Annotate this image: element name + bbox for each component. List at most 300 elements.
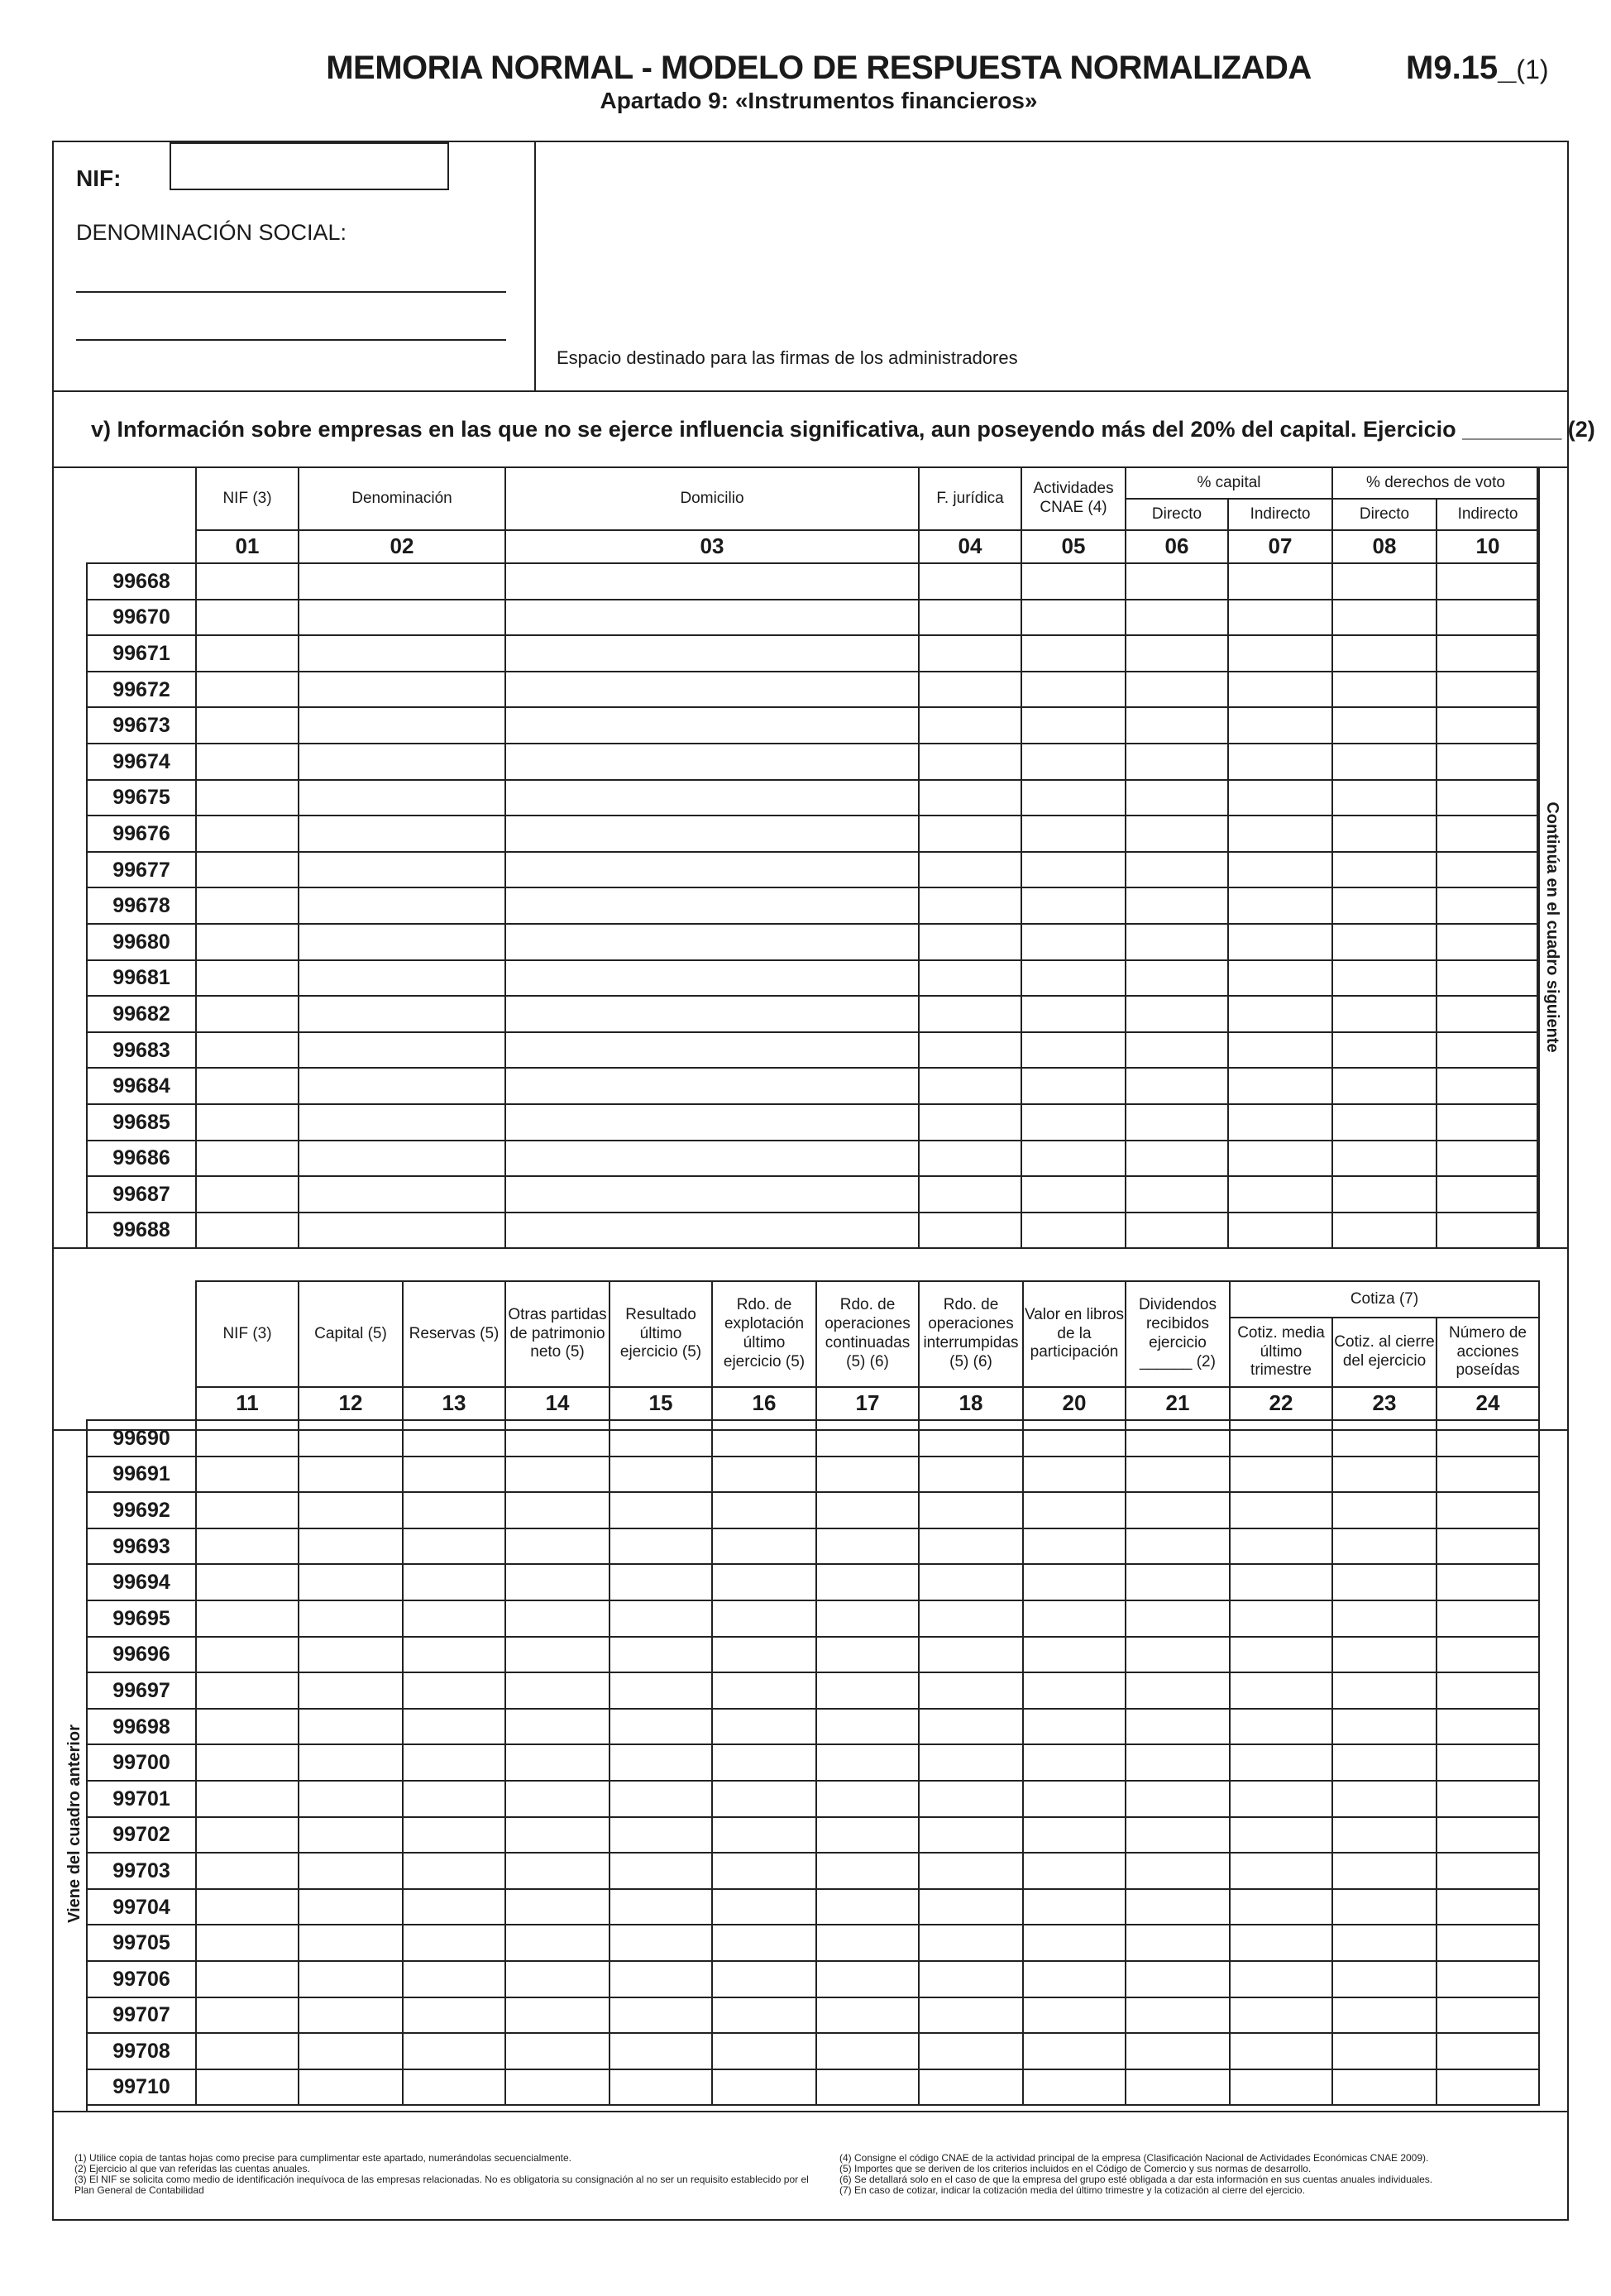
input-cell[interactable]	[1021, 635, 1126, 672]
input-cell[interactable]	[505, 816, 919, 852]
input-cell[interactable]	[1126, 1176, 1228, 1213]
input-cell[interactable]	[196, 780, 299, 816]
input-cell[interactable]	[505, 1997, 610, 2034]
input-cell[interactable]	[1126, 1744, 1230, 1781]
input-cell[interactable]	[1332, 1925, 1437, 1961]
input-cell[interactable]	[505, 1176, 919, 1213]
input-cell[interactable]	[712, 1781, 816, 1817]
input-cell[interactable]	[403, 1781, 505, 1817]
input-cell[interactable]	[403, 1961, 505, 1997]
input-cell[interactable]	[1332, 1457, 1437, 1493]
input-cell[interactable]	[1023, 1817, 1126, 1854]
input-cell[interactable]	[1126, 1104, 1228, 1141]
input-cell[interactable]	[1126, 744, 1228, 780]
input-cell[interactable]	[196, 1600, 299, 1637]
input-cell[interactable]	[610, 1672, 712, 1709]
input-cell[interactable]	[1023, 1781, 1126, 1817]
input-cell[interactable]	[712, 2069, 816, 2106]
input-cell[interactable]	[505, 1600, 610, 1637]
input-cell[interactable]	[712, 1997, 816, 2034]
input-cell[interactable]	[1023, 1457, 1126, 1493]
input-cell[interactable]	[1228, 887, 1332, 924]
input-cell[interactable]	[1437, 1672, 1539, 1709]
input-cell[interactable]	[196, 1420, 299, 1457]
input-cell[interactable]	[505, 1213, 919, 1249]
input-cell[interactable]	[816, 1889, 919, 1925]
input-cell[interactable]	[1332, 852, 1437, 888]
input-cell[interactable]	[1437, 1104, 1539, 1141]
input-cell[interactable]	[1228, 672, 1332, 708]
input-cell[interactable]	[1021, 563, 1126, 600]
input-cell[interactable]	[403, 1600, 505, 1637]
input-cell[interactable]	[919, 852, 1021, 888]
input-cell[interactable]	[1332, 1709, 1437, 1745]
input-cell[interactable]	[610, 1528, 712, 1565]
input-cell[interactable]	[505, 1744, 610, 1781]
input-cell[interactable]	[1437, 635, 1539, 672]
input-cell[interactable]	[816, 2069, 919, 2106]
input-cell[interactable]	[1126, 1853, 1230, 1889]
input-cell[interactable]	[712, 1709, 816, 1745]
input-cell[interactable]	[610, 1853, 712, 1889]
input-cell[interactable]	[1021, 996, 1126, 1032]
input-cell[interactable]	[1126, 852, 1228, 888]
input-cell[interactable]	[919, 1104, 1021, 1141]
input-cell[interactable]	[1021, 1104, 1126, 1141]
input-cell[interactable]	[1126, 1637, 1230, 1673]
input-cell[interactable]	[299, 924, 505, 960]
input-cell[interactable]	[1023, 1925, 1126, 1961]
input-cell[interactable]	[610, 1781, 712, 1817]
input-cell[interactable]	[919, 1997, 1023, 2034]
input-cell[interactable]	[1437, 960, 1539, 997]
input-cell[interactable]	[919, 1492, 1023, 1528]
input-cell[interactable]	[919, 1637, 1023, 1673]
input-cell[interactable]	[196, 672, 299, 708]
input-cell[interactable]	[299, 1709, 403, 1745]
input-cell[interactable]	[403, 2033, 505, 2069]
input-cell[interactable]	[1126, 1817, 1230, 1854]
input-cell[interactable]	[299, 1104, 505, 1141]
input-cell[interactable]	[816, 1709, 919, 1745]
input-cell[interactable]	[196, 1528, 299, 1565]
input-cell[interactable]	[505, 1564, 610, 1600]
input-cell[interactable]	[1230, 1781, 1332, 1817]
input-cell[interactable]	[299, 707, 505, 744]
input-cell[interactable]	[919, 1672, 1023, 1709]
input-cell[interactable]	[1437, 1781, 1539, 1817]
input-cell[interactable]	[816, 1817, 919, 1854]
input-cell[interactable]	[505, 960, 919, 997]
input-cell[interactable]	[196, 1068, 299, 1104]
input-cell[interactable]	[1126, 1032, 1228, 1069]
input-cell[interactable]	[712, 1853, 816, 1889]
input-cell[interactable]	[712, 2033, 816, 2069]
input-cell[interactable]	[1437, 1709, 1539, 1745]
input-cell[interactable]	[1023, 2069, 1126, 2106]
input-cell[interactable]	[1332, 1141, 1437, 1177]
input-cell[interactable]	[1332, 1997, 1437, 2034]
input-cell[interactable]	[196, 1104, 299, 1141]
input-cell[interactable]	[505, 1781, 610, 1817]
input-cell[interactable]	[1437, 1925, 1539, 1961]
input-cell[interactable]	[816, 1853, 919, 1889]
input-cell[interactable]	[196, 1889, 299, 1925]
input-cell[interactable]	[1126, 1709, 1230, 1745]
input-cell[interactable]	[1126, 600, 1228, 636]
input-cell[interactable]	[1437, 1528, 1539, 1565]
input-cell[interactable]	[919, 707, 1021, 744]
input-cell[interactable]	[1332, 2033, 1437, 2069]
input-cell[interactable]	[919, 672, 1021, 708]
input-cell[interactable]	[299, 672, 505, 708]
input-cell[interactable]	[919, 1141, 1021, 1177]
input-cell[interactable]	[1332, 1213, 1437, 1249]
input-cell[interactable]	[610, 1637, 712, 1673]
input-cell[interactable]	[816, 1781, 919, 1817]
input-cell[interactable]	[1437, 1889, 1539, 1925]
input-cell[interactable]	[1023, 1709, 1126, 1745]
input-cell[interactable]	[919, 1600, 1023, 1637]
input-cell[interactable]	[1437, 1961, 1539, 1997]
input-cell[interactable]	[505, 744, 919, 780]
input-cell[interactable]	[919, 1564, 1023, 1600]
input-cell[interactable]	[1437, 996, 1539, 1032]
input-cell[interactable]	[919, 1068, 1021, 1104]
input-cell[interactable]	[816, 1492, 919, 1528]
input-cell[interactable]	[919, 2069, 1023, 2106]
input-cell[interactable]	[1437, 852, 1539, 888]
input-cell[interactable]	[1332, 563, 1437, 600]
input-cell[interactable]	[299, 1781, 403, 1817]
input-cell[interactable]	[1126, 1068, 1228, 1104]
input-cell[interactable]	[1332, 1068, 1437, 1104]
input-cell[interactable]	[1230, 1817, 1332, 1854]
input-cell[interactable]	[1228, 1213, 1332, 1249]
input-cell[interactable]	[1437, 1141, 1539, 1177]
input-cell[interactable]	[299, 1600, 403, 1637]
input-cell[interactable]	[1230, 1853, 1332, 1889]
input-cell[interactable]	[1437, 1853, 1539, 1889]
input-cell[interactable]	[1230, 1564, 1332, 1600]
input-cell[interactable]	[816, 1925, 919, 1961]
input-cell[interactable]	[505, 1637, 610, 1673]
input-cell[interactable]	[196, 707, 299, 744]
input-cell[interactable]	[505, 2033, 610, 2069]
input-cell[interactable]	[196, 1997, 299, 2034]
input-cell[interactable]	[919, 635, 1021, 672]
input-cell[interactable]	[919, 887, 1021, 924]
input-cell[interactable]	[1437, 924, 1539, 960]
input-cell[interactable]	[196, 1637, 299, 1673]
input-cell[interactable]	[1228, 816, 1332, 852]
input-cell[interactable]	[610, 2033, 712, 2069]
input-cell[interactable]	[403, 1889, 505, 1925]
input-cell[interactable]	[919, 1457, 1023, 1493]
input-cell[interactable]	[1126, 1997, 1230, 2034]
input-cell[interactable]	[816, 1420, 919, 1457]
input-cell[interactable]	[403, 1637, 505, 1673]
input-cell[interactable]	[1437, 1600, 1539, 1637]
input-cell[interactable]	[1126, 996, 1228, 1032]
input-cell[interactable]	[610, 1420, 712, 1457]
input-cell[interactable]	[505, 1141, 919, 1177]
input-cell[interactable]	[712, 1528, 816, 1565]
input-cell[interactable]	[1332, 1961, 1437, 1997]
input-cell[interactable]	[1230, 2069, 1332, 2106]
input-cell[interactable]	[1023, 1853, 1126, 1889]
input-cell[interactable]	[299, 1889, 403, 1925]
input-cell[interactable]	[919, 1420, 1023, 1457]
input-cell[interactable]	[196, 1961, 299, 1997]
input-cell[interactable]	[299, 1672, 403, 1709]
input-cell[interactable]	[299, 1457, 403, 1493]
input-cell[interactable]	[299, 1528, 403, 1565]
input-cell[interactable]	[712, 1961, 816, 1997]
input-cell[interactable]	[505, 1709, 610, 1745]
input-cell[interactable]	[1437, 1420, 1539, 1457]
input-cell[interactable]	[1437, 600, 1539, 636]
input-cell[interactable]	[1023, 2033, 1126, 2069]
input-cell[interactable]	[712, 1564, 816, 1600]
input-cell[interactable]	[1228, 600, 1332, 636]
input-cell[interactable]	[1021, 672, 1126, 708]
input-cell[interactable]	[1023, 1600, 1126, 1637]
input-cell[interactable]	[505, 887, 919, 924]
input-cell[interactable]	[919, 1853, 1023, 1889]
input-cell[interactable]	[712, 1600, 816, 1637]
input-cell[interactable]	[299, 816, 505, 852]
input-cell[interactable]	[610, 1925, 712, 1961]
input-cell[interactable]	[1021, 744, 1126, 780]
input-cell[interactable]	[299, 1637, 403, 1673]
input-cell[interactable]	[196, 996, 299, 1032]
input-cell[interactable]	[299, 600, 505, 636]
input-cell[interactable]	[816, 2033, 919, 2069]
input-cell[interactable]	[196, 2069, 299, 2106]
input-cell[interactable]	[1023, 1889, 1126, 1925]
input-cell[interactable]	[505, 1420, 610, 1457]
input-cell[interactable]	[1126, 563, 1228, 600]
input-cell[interactable]	[505, 852, 919, 888]
input-cell[interactable]	[196, 635, 299, 672]
input-cell[interactable]	[1021, 1213, 1126, 1249]
input-cell[interactable]	[1230, 1997, 1332, 2034]
input-cell[interactable]	[1023, 1492, 1126, 1528]
input-cell[interactable]	[712, 1457, 816, 1493]
input-cell[interactable]	[919, 1889, 1023, 1925]
input-cell[interactable]	[196, 744, 299, 780]
input-cell[interactable]	[1230, 1420, 1332, 1457]
input-cell[interactable]	[1437, 672, 1539, 708]
input-cell[interactable]	[1126, 2069, 1230, 2106]
input-cell[interactable]	[196, 960, 299, 997]
input-cell[interactable]	[1437, 1032, 1539, 1069]
input-cell[interactable]	[196, 1213, 299, 1249]
input-cell[interactable]	[403, 1853, 505, 1889]
input-cell[interactable]	[712, 1889, 816, 1925]
input-cell[interactable]	[1126, 672, 1228, 708]
input-cell[interactable]	[1021, 600, 1126, 636]
input-cell[interactable]	[299, 960, 505, 997]
input-cell[interactable]	[299, 852, 505, 888]
input-cell[interactable]	[610, 1709, 712, 1745]
input-cell[interactable]	[299, 1961, 403, 1997]
input-cell[interactable]	[919, 1709, 1023, 1745]
input-cell[interactable]	[299, 1032, 505, 1069]
input-cell[interactable]	[1332, 1853, 1437, 1889]
input-cell[interactable]	[1437, 707, 1539, 744]
input-cell[interactable]	[196, 1176, 299, 1213]
input-cell[interactable]	[1332, 816, 1437, 852]
input-cell[interactable]	[505, 563, 919, 600]
input-cell[interactable]	[196, 887, 299, 924]
input-cell[interactable]	[1230, 1709, 1332, 1745]
input-cell[interactable]	[1332, 960, 1437, 997]
input-cell[interactable]	[1332, 924, 1437, 960]
input-cell[interactable]	[1126, 1492, 1230, 1528]
input-cell[interactable]	[1437, 1457, 1539, 1493]
input-cell[interactable]	[505, 1528, 610, 1565]
input-cell[interactable]	[1230, 1672, 1332, 1709]
input-cell[interactable]	[403, 1925, 505, 1961]
input-cell[interactable]	[1437, 887, 1539, 924]
input-cell[interactable]	[505, 780, 919, 816]
input-cell[interactable]	[1332, 1176, 1437, 1213]
input-cell[interactable]	[1332, 1104, 1437, 1141]
input-cell[interactable]	[919, 924, 1021, 960]
input-cell[interactable]	[1437, 563, 1539, 600]
input-cell[interactable]	[919, 1744, 1023, 1781]
input-cell[interactable]	[1023, 1997, 1126, 2034]
input-cell[interactable]	[1230, 1925, 1332, 1961]
input-cell[interactable]	[1332, 1889, 1437, 1925]
input-cell[interactable]	[403, 1420, 505, 1457]
input-cell[interactable]	[403, 1709, 505, 1745]
input-cell[interactable]	[1437, 1564, 1539, 1600]
input-cell[interactable]	[919, 2033, 1023, 2069]
input-cell[interactable]	[1332, 744, 1437, 780]
input-cell[interactable]	[712, 1744, 816, 1781]
input-cell[interactable]	[1126, 960, 1228, 997]
input-cell[interactable]	[919, 1213, 1021, 1249]
input-cell[interactable]	[505, 996, 919, 1032]
input-cell[interactable]	[1228, 960, 1332, 997]
input-cell[interactable]	[299, 744, 505, 780]
input-cell[interactable]	[816, 1457, 919, 1493]
input-cell[interactable]	[919, 1961, 1023, 1997]
input-cell[interactable]	[1437, 1213, 1539, 1249]
input-cell[interactable]	[1228, 1068, 1332, 1104]
input-cell[interactable]	[299, 887, 505, 924]
input-cell[interactable]	[1126, 1672, 1230, 1709]
input-cell[interactable]	[610, 2069, 712, 2106]
input-cell[interactable]	[1126, 1889, 1230, 1925]
input-cell[interactable]	[1021, 1032, 1126, 1069]
input-cell[interactable]	[505, 1068, 919, 1104]
input-cell[interactable]	[1332, 1564, 1437, 1600]
input-cell[interactable]	[299, 1744, 403, 1781]
input-cell[interactable]	[1228, 1104, 1332, 1141]
input-cell[interactable]	[1437, 2069, 1539, 2106]
input-cell[interactable]	[919, 816, 1021, 852]
input-cell[interactable]	[505, 1032, 919, 1069]
input-cell[interactable]	[1230, 1744, 1332, 1781]
input-cell[interactable]	[1332, 1528, 1437, 1565]
input-cell[interactable]	[505, 1961, 610, 1997]
input-cell[interactable]	[1437, 744, 1539, 780]
input-cell[interactable]	[1228, 635, 1332, 672]
input-cell[interactable]	[505, 1492, 610, 1528]
input-cell[interactable]	[610, 1600, 712, 1637]
input-cell[interactable]	[1023, 1564, 1126, 1600]
input-cell[interactable]	[505, 672, 919, 708]
input-cell[interactable]	[1230, 1600, 1332, 1637]
input-cell[interactable]	[1126, 1600, 1230, 1637]
input-cell[interactable]	[1228, 780, 1332, 816]
input-cell[interactable]	[1230, 1528, 1332, 1565]
input-cell[interactable]	[1230, 1457, 1332, 1493]
input-cell[interactable]	[196, 1817, 299, 1854]
input-cell[interactable]	[403, 1457, 505, 1493]
input-cell[interactable]	[505, 1889, 610, 1925]
input-cell[interactable]	[299, 780, 505, 816]
input-cell[interactable]	[1228, 707, 1332, 744]
input-cell[interactable]	[919, 960, 1021, 997]
input-cell[interactable]	[1126, 707, 1228, 744]
input-cell[interactable]	[1228, 924, 1332, 960]
input-cell[interactable]	[712, 1925, 816, 1961]
input-cell[interactable]	[816, 1564, 919, 1600]
input-cell[interactable]	[1126, 2033, 1230, 2069]
input-cell[interactable]	[919, 600, 1021, 636]
input-cell[interactable]	[1332, 2069, 1437, 2106]
input-cell[interactable]	[1437, 816, 1539, 852]
input-cell[interactable]	[299, 1176, 505, 1213]
input-cell[interactable]	[919, 780, 1021, 816]
input-cell[interactable]	[919, 1176, 1021, 1213]
input-cell[interactable]	[1021, 1068, 1126, 1104]
input-cell[interactable]	[1126, 924, 1228, 960]
input-cell[interactable]	[919, 1817, 1023, 1854]
input-cell[interactable]	[1230, 1961, 1332, 1997]
input-cell[interactable]	[1230, 1637, 1332, 1673]
input-cell[interactable]	[1332, 1600, 1437, 1637]
input-cell[interactable]	[299, 1420, 403, 1457]
input-cell[interactable]	[1332, 600, 1437, 636]
input-cell[interactable]	[919, 1528, 1023, 1565]
input-cell[interactable]	[1023, 1637, 1126, 1673]
input-cell[interactable]	[919, 1032, 1021, 1069]
input-cell[interactable]	[299, 563, 505, 600]
input-cell[interactable]	[1126, 816, 1228, 852]
input-cell[interactable]	[816, 1961, 919, 1997]
input-cell[interactable]	[505, 1457, 610, 1493]
input-cell[interactable]	[505, 2069, 610, 2106]
input-cell[interactable]	[1437, 1068, 1539, 1104]
input-cell[interactable]	[816, 1528, 919, 1565]
input-cell[interactable]	[1332, 635, 1437, 672]
input-cell[interactable]	[1126, 1213, 1228, 1249]
denominacion-input-line-2[interactable]	[76, 339, 506, 341]
input-cell[interactable]	[1230, 1492, 1332, 1528]
input-cell[interactable]	[1021, 1176, 1126, 1213]
input-cell[interactable]	[1437, 1637, 1539, 1673]
input-cell[interactable]	[1332, 1781, 1437, 1817]
input-cell[interactable]	[1437, 1176, 1539, 1213]
input-cell[interactable]	[1021, 924, 1126, 960]
input-cell[interactable]	[403, 1997, 505, 2034]
